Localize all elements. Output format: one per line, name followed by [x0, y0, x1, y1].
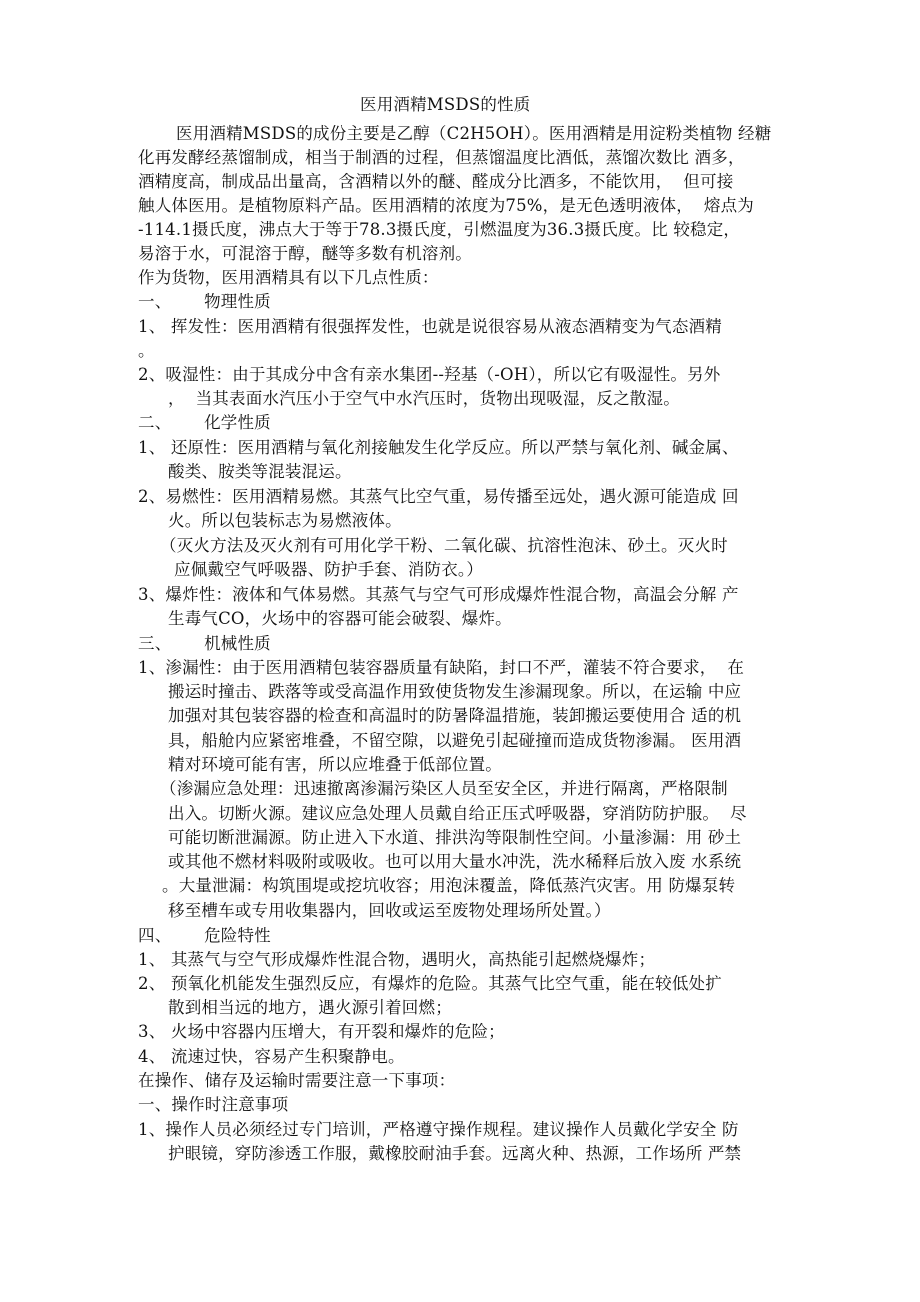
- list-item: 1、渗漏性：由于医用酒精包装容器质量有缺陷，封口不严，灌装不符合要求， 在: [138, 658, 745, 677]
- list-item: 1、 挥发性：医用酒精有很强挥发性，也就是说很容易从液态酒精变为气态酒精: [138, 317, 722, 336]
- paragraph-line: 易溶于水，可混溶于醇，醚等多数有机溶剂。: [138, 244, 472, 263]
- list-item: 4、 流速过快，容易产生积聚静电。: [138, 1047, 405, 1066]
- list-item-continuation: 具，船舱内应紧密堆叠，不留空隙，以避免引起碰撞而造成货物渗漏。 医用酒: [168, 731, 742, 750]
- note-line: 或其他不燃材料吸附或吸收。也可以用大量水冲洗，洗水稀释后放入废 水系统: [168, 852, 742, 871]
- paragraph-line: 医用酒精MSDS的成份主要是乙醇（C2H5OH）。医用酒精是用淀粉类植物 经糖: [176, 124, 772, 143]
- section-heading: 三、 机械性质: [138, 634, 271, 653]
- note-line: （灭火方法及灭火剂有可用化学干粉、二氧化碳、抗溶性泡沫、砂土。灭火时: [160, 536, 728, 555]
- list-item: 1、 其蒸气与空气形成爆炸性混合物，遇明火，高热能引起燃烧爆炸；: [138, 950, 656, 969]
- list-item: 3、爆炸性：液体和气体易燃。其蒸气与空气可形成爆炸性混合物，高温会分解 产: [138, 585, 739, 604]
- paragraph-line: 化再发酵经蒸馏制成，相当于制酒的过程，但蒸馏温度比酒低，蒸馏次数比 酒多，: [138, 148, 745, 167]
- note-line: 出入。切断火源。建议应急处理人员戴自给正压式呼吸器，穿消防防护服。 尽: [168, 804, 747, 823]
- list-item-continuation: 酸类、胺类等混装混运。: [168, 462, 352, 481]
- list-item: 3、 火场中容器内压增大，有开裂和爆炸的危险；: [138, 1022, 505, 1041]
- list-item: 2、吸湿性：由于其成分中含有亲水集团--羟基（-OH），所以它有吸湿性。另外: [138, 365, 721, 384]
- section-heading: 二、 化学性质: [138, 413, 271, 432]
- list-item-continuation: 加强对其包装容器的检查和高温时的防暑降温措施，装卸搬运要使用合 适的机: [168, 706, 742, 725]
- paragraph-line: 酒精度高，制成品出量高，含酒精以外的醚、醛成分比酒多，不能饮用， 但可接: [138, 172, 734, 191]
- list-item-continuation: 生毒气CO，火场中的容器可能会破裂、爆炸。: [168, 609, 512, 628]
- list-item: 1、操作人员必须经过专门培训，严格遵守操作规程。建议操作人员戴化学安全 防: [138, 1120, 739, 1139]
- note-line: （渗漏应急处理：迅速撤离渗漏污染区人员至安全区，并进行隔离，严格限制: [160, 779, 728, 798]
- list-item-continuation: 搬运时撞击、跌落等或受高温作用致使货物发生渗漏现象。所以，在运输 中应: [168, 682, 742, 701]
- paragraph-line: 触人体医用。是植物原料产品。医用酒精的浓度为75%，是无色透明液体， 熔点为: [138, 196, 754, 215]
- paragraph-line: 作为货物，医用酒精具有以下几点性质：: [138, 268, 439, 287]
- note-line: 移至槽车或专用收集器内，回收或运至废物处理场所处置。）: [168, 901, 611, 920]
- list-item-continuation: 精对环境可能有害，所以应堆叠于低部位置。: [168, 755, 502, 774]
- list-item: 1、 还原性：医用酒精与氧化剂接触发生化学反应。所以严禁与氧化剂、碱金属、: [138, 438, 739, 457]
- note-line: 应佩戴空气呼吸器、防护手套、消防衣。）: [174, 560, 484, 579]
- list-item-continuation: 。: [138, 341, 155, 360]
- list-item-continuation: ， 当其表面水汽压小于空气中水汽压时，货物出现吸湿，反之散湿。: [168, 389, 680, 408]
- list-item-continuation: 护眼镜，穿防渗透工作服，戴橡胶耐油手套。远离火种、热源，工作场所 严禁: [168, 1144, 742, 1163]
- list-item-continuation: 火。所以包装标志为易燃液体。: [168, 511, 402, 530]
- section-heading: 四、 危险特性: [138, 926, 271, 945]
- section-heading: 一、 物理性质: [138, 292, 271, 311]
- note-line: 。大量泄漏：构筑围堤或挖坑收容；用泡沫覆盖，降低蒸汽灾害。用 防爆泵转: [162, 876, 736, 895]
- section-heading: 一、操作时注意事项: [138, 1095, 289, 1114]
- document-title: 医用酒精MSDS的性质: [360, 95, 531, 114]
- paragraph-line: 在操作、储存及运输时需要注意一下事项：: [138, 1071, 456, 1090]
- list-item: 2、易燃性：医用酒精易燃。其蒸气比空气重，易传播至远处，遇火源可能造成 回: [138, 487, 739, 506]
- list-item: 2、 预氧化机能发生强烈反应，有爆炸的危险。其蒸气比空气重，能在较低处扩: [138, 974, 722, 993]
- note-line: 可能切断泄漏源。防止进入下水道、排洪沟等限制性空间。小量渗漏：用 砂土: [168, 828, 742, 847]
- paragraph-line: -114.1摄氏度，沸点大于等于78.3摄氏度，引燃温度为36.3摄氏度。比 较稳定，: [138, 220, 741, 239]
- list-item-continuation: 散到相当远的地方，遇火源引着回燃；: [168, 998, 452, 1017]
